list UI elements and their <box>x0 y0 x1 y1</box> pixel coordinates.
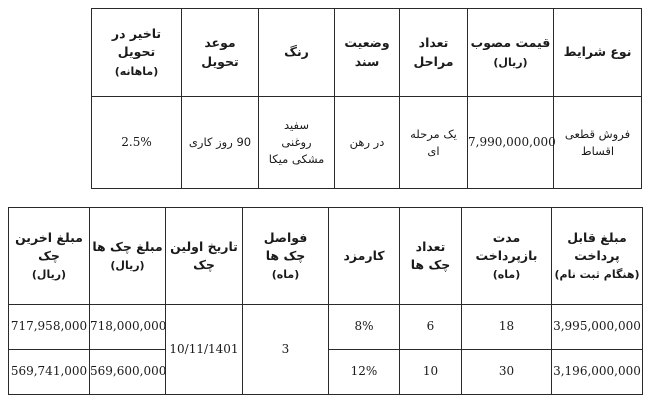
header-delivery-delay: تاخیر در تحویل (ماهانه) <box>92 9 182 97</box>
header-checks-count: تعداد چک ها <box>400 208 462 305</box>
cell-fee: 12% <box>329 350 400 395</box>
cell-approved-price: 7,990,000,000 <box>468 97 554 189</box>
table-row <box>92 97 642 189</box>
header-payable-amount: مبلغ قابل پرداخت (هنگام ثبت نام) <box>552 208 643 305</box>
cell-stages-count: یک مرحله ای <box>400 97 468 189</box>
cell-check-interval: 3 <box>243 305 329 395</box>
cell-checks-count: 6 <box>400 305 462 350</box>
header-approved-price: قیمت مصوب (ریال) <box>468 9 554 97</box>
cell-last-check-amount: 569,741,000 <box>9 350 90 395</box>
header-first-check-date: تاریخ اولین چک <box>166 208 243 305</box>
cell-first-check-date: 10/11/1401 <box>166 305 243 395</box>
header-repayment-period: مدت بازپرداخت (ماه) <box>462 208 552 305</box>
cell-repayment-period: 30 <box>462 350 552 395</box>
cell-document-status: در رهن <box>335 97 400 189</box>
cell-payable-amount: 3,995,000,000 <box>552 305 643 350</box>
cell-delivery-delay: 2.5% <box>92 97 182 189</box>
table-row <box>9 305 643 350</box>
header-document-status: وضعیت سند <box>335 9 400 97</box>
cell-last-check-amount: 717,958,000 <box>9 305 90 350</box>
header-check-interval: فواصل چک ها (ماه) <box>243 208 329 305</box>
header-fee: کارمزد <box>329 208 400 305</box>
cell-fee: 8% <box>329 305 400 350</box>
cell-checks-count: 10 <box>400 350 462 395</box>
header-row <box>9 208 643 305</box>
cell-check-amount: 569,600,000 <box>90 350 166 395</box>
cell-payable-amount: 3,196,000,000 <box>552 350 643 395</box>
cell-check-amount: 718,000,000 <box>90 305 166 350</box>
header-row <box>92 9 642 97</box>
cell-repayment-period: 18 <box>462 305 552 350</box>
payment-plan-table <box>8 207 643 395</box>
header-sale-type: نوع شرایط <box>554 9 642 97</box>
cell-delivery-time: 90 روز کاری <box>182 97 259 189</box>
header-last-check-amount: مبلغ اخرین چک (ریال) <box>9 208 90 305</box>
header-check-amount: مبلغ چک ها (ریال) <box>90 208 166 305</box>
sale-conditions-table <box>91 8 642 189</box>
header-stages-count: تعداد مراحل <box>400 9 468 97</box>
cell-sale-type: فروش قطعی اقساط <box>554 97 642 189</box>
header-delivery-time: موعد تحویل <box>182 9 259 97</box>
header-color: رنگ <box>259 9 335 97</box>
cell-color: سفید روغنی مشکی میکا <box>259 97 335 189</box>
